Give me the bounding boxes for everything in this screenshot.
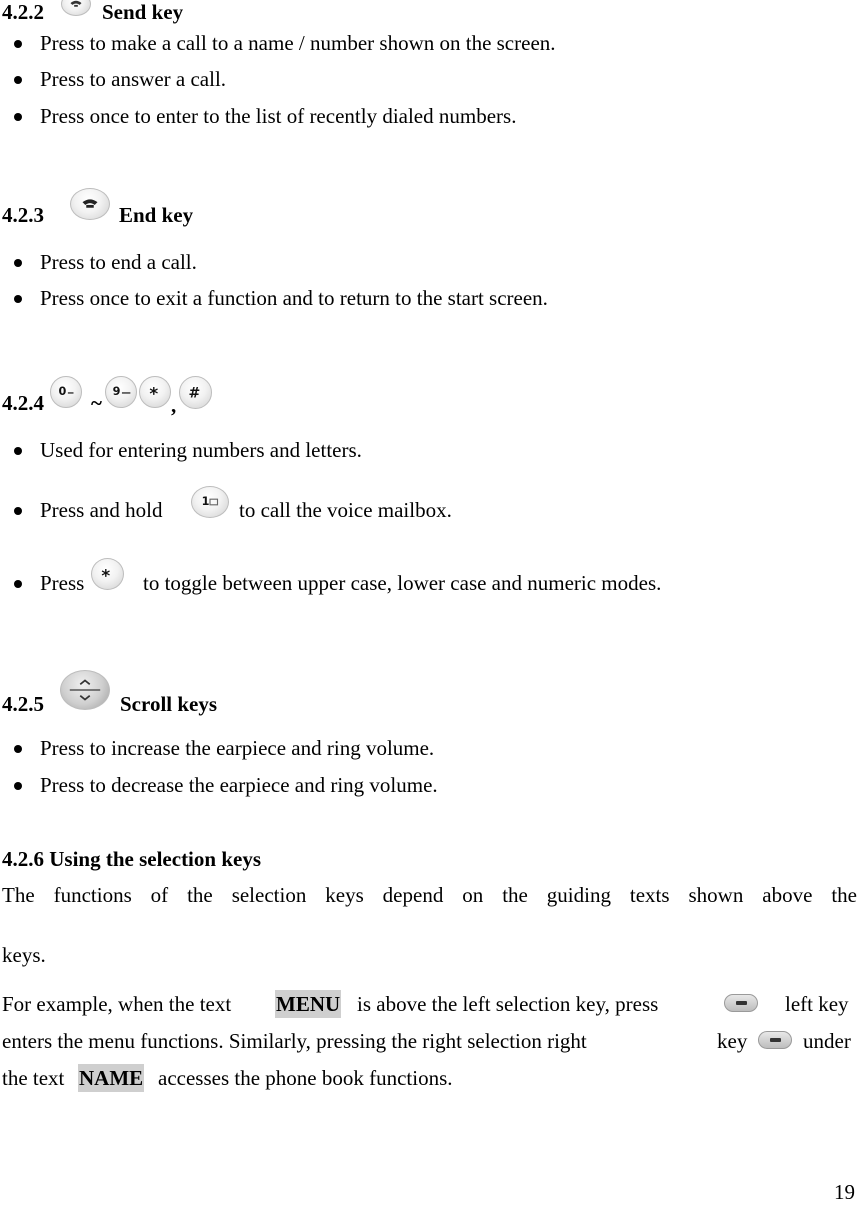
list-item: Press to end a call. (40, 250, 197, 274)
list-item-text: to toggle between upper case, lower case and numeric modes. (143, 571, 662, 595)
bullet-dot (14, 259, 22, 267)
paragraph-text: key (717, 1029, 748, 1053)
list-item-text: Press and hold (40, 498, 163, 522)
page-number: 19 (834, 1180, 855, 1204)
list-item: Press to decrease the earpiece and ring volume. (40, 773, 438, 797)
right-selection-key-icon (758, 1031, 792, 1049)
svg-text:1: 1 (201, 494, 210, 508)
star-key-icon (91, 558, 124, 590)
bullet-dot (14, 580, 22, 588)
name-label-highlight: NAME (79, 1066, 144, 1090)
left-selection-key-icon (724, 994, 758, 1012)
list-item-text: to call the voice mailbox. (239, 498, 452, 522)
section-number-4-2-3: 4.2.3 (2, 203, 44, 227)
bullet-dot (14, 745, 22, 753)
section-title-scroll-keys: Scroll keys (120, 692, 218, 716)
list-item: Press once to enter to the list of recently dialed numbers. (40, 104, 517, 128)
list-item: Used for entering numbers and letters. (40, 438, 362, 462)
zero-key-icon (50, 376, 82, 408)
bullet-dot (14, 113, 22, 121)
bullet-dot (14, 295, 22, 303)
paragraph-text: the text (2, 1066, 65, 1090)
paragraph-line: keys. (2, 943, 46, 967)
paragraph-text: is above the left selection key, press (357, 992, 659, 1016)
svg-text:#: # (188, 385, 201, 402)
menu-label-highlight: MENU (276, 992, 341, 1016)
star-key-icon (139, 376, 171, 408)
end-key-icon (70, 188, 110, 220)
tilde-separator: ~ (91, 391, 102, 415)
comma-separator: , (171, 393, 177, 417)
bullet-dot (14, 76, 22, 84)
list-item: Press to make a call to a name / number shown on the screen. (40, 31, 556, 55)
nine-key-icon (105, 376, 137, 408)
hash-key-icon (179, 376, 212, 409)
send-key-icon (61, 0, 91, 16)
list-item: Press once to exit a function and to return to the start screen. (40, 286, 548, 310)
section-heading-4-2-6: 4.2.6 Using the selection keys (2, 847, 261, 871)
svg-text:9: 9 (112, 384, 121, 398)
svg-text:0: 0 (58, 384, 67, 398)
list-item-text: Press (40, 571, 85, 595)
section-number-4-2-2: 4.2.2 (2, 0, 44, 24)
svg-text:*: * (149, 383, 159, 404)
paragraph-text: For example, when the text (2, 992, 232, 1016)
paragraph-text: enters the menu functions. Similarly, pressing the right selection right (2, 1029, 587, 1053)
paragraph-line: The functions of the selection keys depend on the guiding texts shown above the (2, 883, 857, 907)
bullet-dot (14, 782, 22, 790)
bullet-dot (14, 507, 22, 515)
paragraph-text: under (803, 1029, 851, 1053)
paragraph-selection-keys (2, 877, 857, 914)
list-item: Press to increase the earpiece and ring volume. (40, 736, 435, 760)
section-title-send-key: Send key (102, 0, 184, 24)
svg-text:*: * (101, 565, 111, 586)
section-number-4-2-5: 4.2.5 (2, 692, 44, 716)
list-item: Press to answer a call. (40, 67, 227, 91)
scroll-key-icon (60, 670, 110, 710)
section-title-end-key: End key (119, 203, 194, 227)
paragraph-text: accesses the phone book functions. (158, 1066, 453, 1090)
section-number-4-2-4: 4.2.4 (2, 391, 44, 415)
paragraph-text: left key (785, 992, 849, 1016)
bullet-dot (14, 40, 22, 48)
bullet-dot (14, 447, 22, 455)
one-key-icon (191, 486, 229, 518)
